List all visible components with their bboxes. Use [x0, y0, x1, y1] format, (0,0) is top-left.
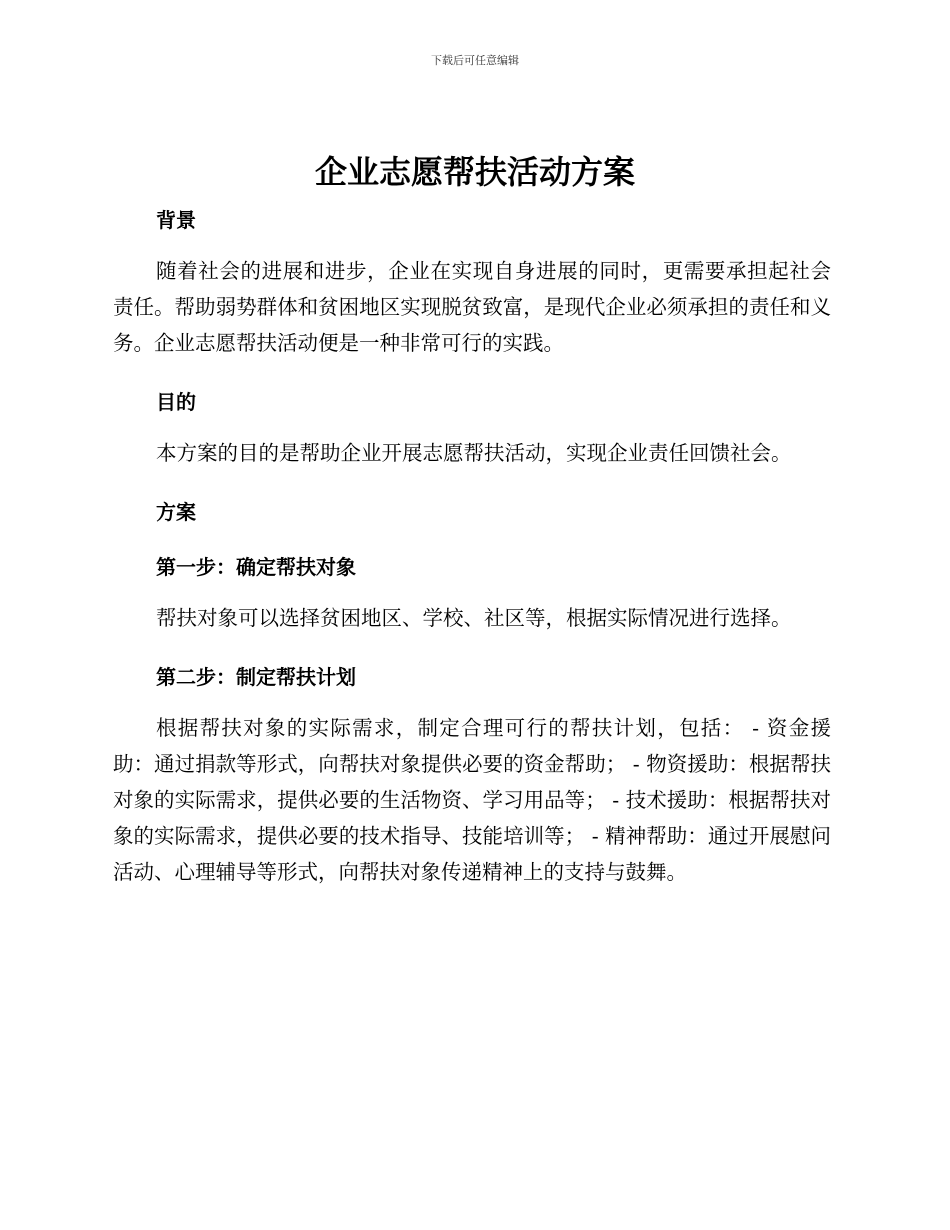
section-heading-step2: 第二步：制定帮扶计划 [156, 665, 356, 689]
paragraph-purpose: 本方案的目的是帮助企业开展志愿帮扶活动，实现企业责任回馈社会。 [156, 441, 792, 465]
page-header: 下载后可任意编辑 [431, 54, 519, 67]
section-heading-plan: 方案 [156, 500, 196, 524]
section-heading-background: 背景 [156, 208, 196, 232]
section-heading-purpose: 目的 [156, 390, 196, 414]
document-title: 企业志愿帮扶活动方案 [314, 153, 635, 191]
paragraph-background: 随着社会的进展和进步，企业在实现自身进展的同时，更需要承担起社会责任。帮助弱势群体和贫困地区实现脱贫致富，是现代企业必须承担的责任和义务。企业志愿帮扶活动便是一种非常可行的实践。 [113, 259, 831, 355]
paragraph-step1: 帮扶对象可以选择贫困地区、学校、社区等，根据实际情况进行选择。 [156, 606, 792, 630]
section-heading-step1: 第一步：确定帮扶对象 [156, 555, 356, 579]
paragraph-step2: 根据帮扶对象的实际需求，制定合理可行的帮扶计划，包括： - 资金援助：通过捐款等形式，向帮扶对象提供必要的资金帮助； - 物资援助：根据帮扶对象的实际需求，提供必要的生活物资、学习用品等； - 技术援助：根据帮扶对象的实际需求，提供必要的技术指导、技能培训等； - 精神帮助：通过开展慰问活动、心理辅导等形式，向帮扶对象传递精神上的支持与鼓舞。 [113, 716, 831, 884]
document-body [113, 198, 831, 909]
